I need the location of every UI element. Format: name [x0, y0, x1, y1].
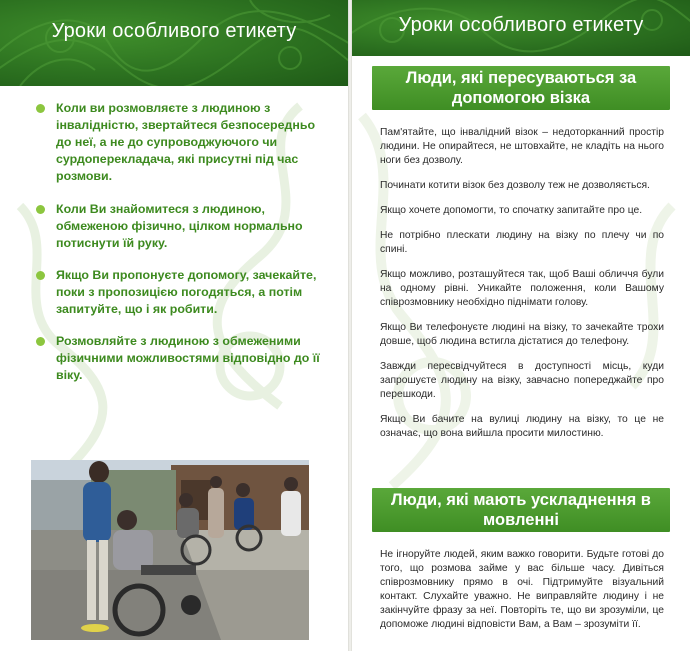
bullet-dot-icon	[36, 104, 45, 113]
bullet-item: Коли Ви знайомитеся з людиною, обмеженою фізично, цілком нормально потиснути їй руку.	[56, 201, 320, 252]
bullet-item: Коли ви розмовляєте з людиною з інвалідністю, звертайтеся безпосередньо до неї, а не до супроводжуючого чи сурдоперекладача, які присутні під час розмови.	[56, 100, 320, 185]
paragraph: Починати котити візок без дозволу теж не дозволяється.	[380, 180, 650, 191]
paragraph: Не потрібно плескати людину на візку по плечу чи по спині.	[380, 230, 664, 255]
wheelchair-section-text	[380, 126, 664, 452]
right-banner	[352, 0, 690, 56]
right-page	[352, 0, 690, 651]
bullet-dot-icon	[36, 205, 45, 214]
photo-illustration	[31, 460, 309, 640]
paragraph: Якщо хочете допомогти, то спочатку запитайте про це.	[380, 205, 643, 216]
left-banner-title: Уроки особливого етикету	[51, 20, 297, 42]
paragraph: Не ігноруйте людей, яким важко говорити. Будьте готові до того, що розмова займе у вас більше часу. Дивіться співрозмовнику прямо в очі. Підтримуйте візуальний контакт. Слухайте уважно. Не виправляйте людину і не закінчуйте фразу за неї. Повторіть те, що ви зрозуміли, це допоможе людині відповісти Вам, а Вам – зрозуміти її.	[380, 549, 664, 630]
bullet-item: Якщо Ви пропонуєте допомогу, зачекайте, поки з пропозицією погодяться, а потім запитуйте, що і як робити.	[56, 267, 320, 318]
left-banner	[0, 0, 348, 86]
paragraph: Завжди пересвідчуйтеся в доступності місць, куди запрошуєте людину на візку, завчасно попереджайте про перешкоди.	[380, 361, 664, 400]
bullet-item: Розмовляйте з людиною з обмеженими фізичними можливостями відповідно до її віку.	[56, 333, 320, 384]
paragraph: Якщо Ви бачите на вулиці людину на візку, то це не означає, що вона вийшла просити милостиню.	[380, 414, 664, 439]
wheelchair-users-photo	[31, 460, 309, 640]
speech-section-text	[380, 548, 664, 643]
paragraph: Якщо Ви телефонуєте людині на візку, то зачекайте трохи довше, щоб людина встигла дістатися до телефону.	[380, 322, 664, 347]
banner-ornament	[0, 0, 348, 86]
section-title-wheelchair: Люди, які пересуваються за допомогою візка	[372, 66, 670, 110]
paragraph: Пам'ятайте, що інвалідний візок – недоторканний простір людини. Не опирайтеся, не штовхайте, не кладіть на нього ноги без дозволу.	[380, 127, 664, 166]
section-title-speech: Люди, які мають ускладнення в мовленні	[372, 488, 670, 532]
paragraph: Якщо можливо, розташуйтеся так, щоб Ваші обличчя були на одному рівні. Уникайте положення, коли Вашому співрозмовнику необхідно піднімати голову.	[380, 269, 664, 308]
etiquette-bullet-list	[56, 100, 320, 399]
right-banner-title: Уроки особливого етикету	[398, 14, 644, 36]
bullet-dot-icon	[36, 271, 45, 280]
bullet-dot-icon	[36, 337, 45, 346]
